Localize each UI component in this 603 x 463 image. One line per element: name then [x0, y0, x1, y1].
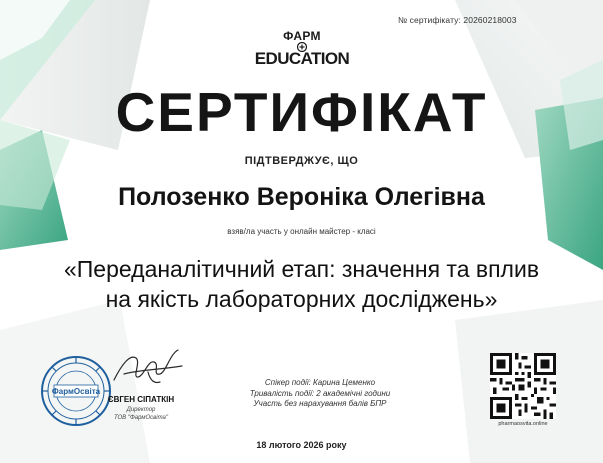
recipient-name: Полозенко Вероніка Олегівна [118, 183, 485, 211]
event-credits: Участь без нарахування балів БПР [253, 399, 387, 408]
certificate-date: 18 лютого 2026 року [256, 440, 347, 450]
course-title-line-1: «Переданалітичний етап: значення та вплив [63, 256, 540, 282]
logo-top-text: ФАРМ [283, 29, 321, 43]
event-speaker: Спікер події: Карина Цеменко [264, 378, 376, 387]
signer-name: ЄВГЕН СІПАТКІН [107, 395, 175, 404]
course-title-line-2: на якість лабораторних досліджень» [105, 286, 498, 312]
director-signature [108, 344, 188, 389]
event-duration: Тривалість події: 2 академічні години [249, 388, 391, 398]
qr-caption: pharmaosvita.online [498, 421, 548, 427]
signer-role-line-1: Директор [126, 407, 156, 413]
certificate-title: СЕРТИФІКАТ [115, 81, 488, 143]
certificate-number: № сертифікату: 20260218003 [398, 15, 517, 25]
signer-role [98, 406, 184, 422]
logo-bottom-text: EDUCATION [254, 49, 350, 68]
qr-code-icon [490, 353, 556, 419]
pharm-education-logo [241, 25, 363, 73]
signer-role-line-2: ТОВ "ФармОсвіта" [113, 415, 169, 421]
stamp-center-text: ФармОсвіта [51, 387, 101, 396]
event-info [210, 378, 430, 410]
participation-text: взяв/ла участь у онлайн майстер - класі [227, 227, 376, 236]
confirms-label: ПІДТВЕРДЖУЄ, ЩО [244, 155, 359, 167]
course-title [0, 254, 603, 314]
verification-qr[interactable] [489, 353, 557, 431]
